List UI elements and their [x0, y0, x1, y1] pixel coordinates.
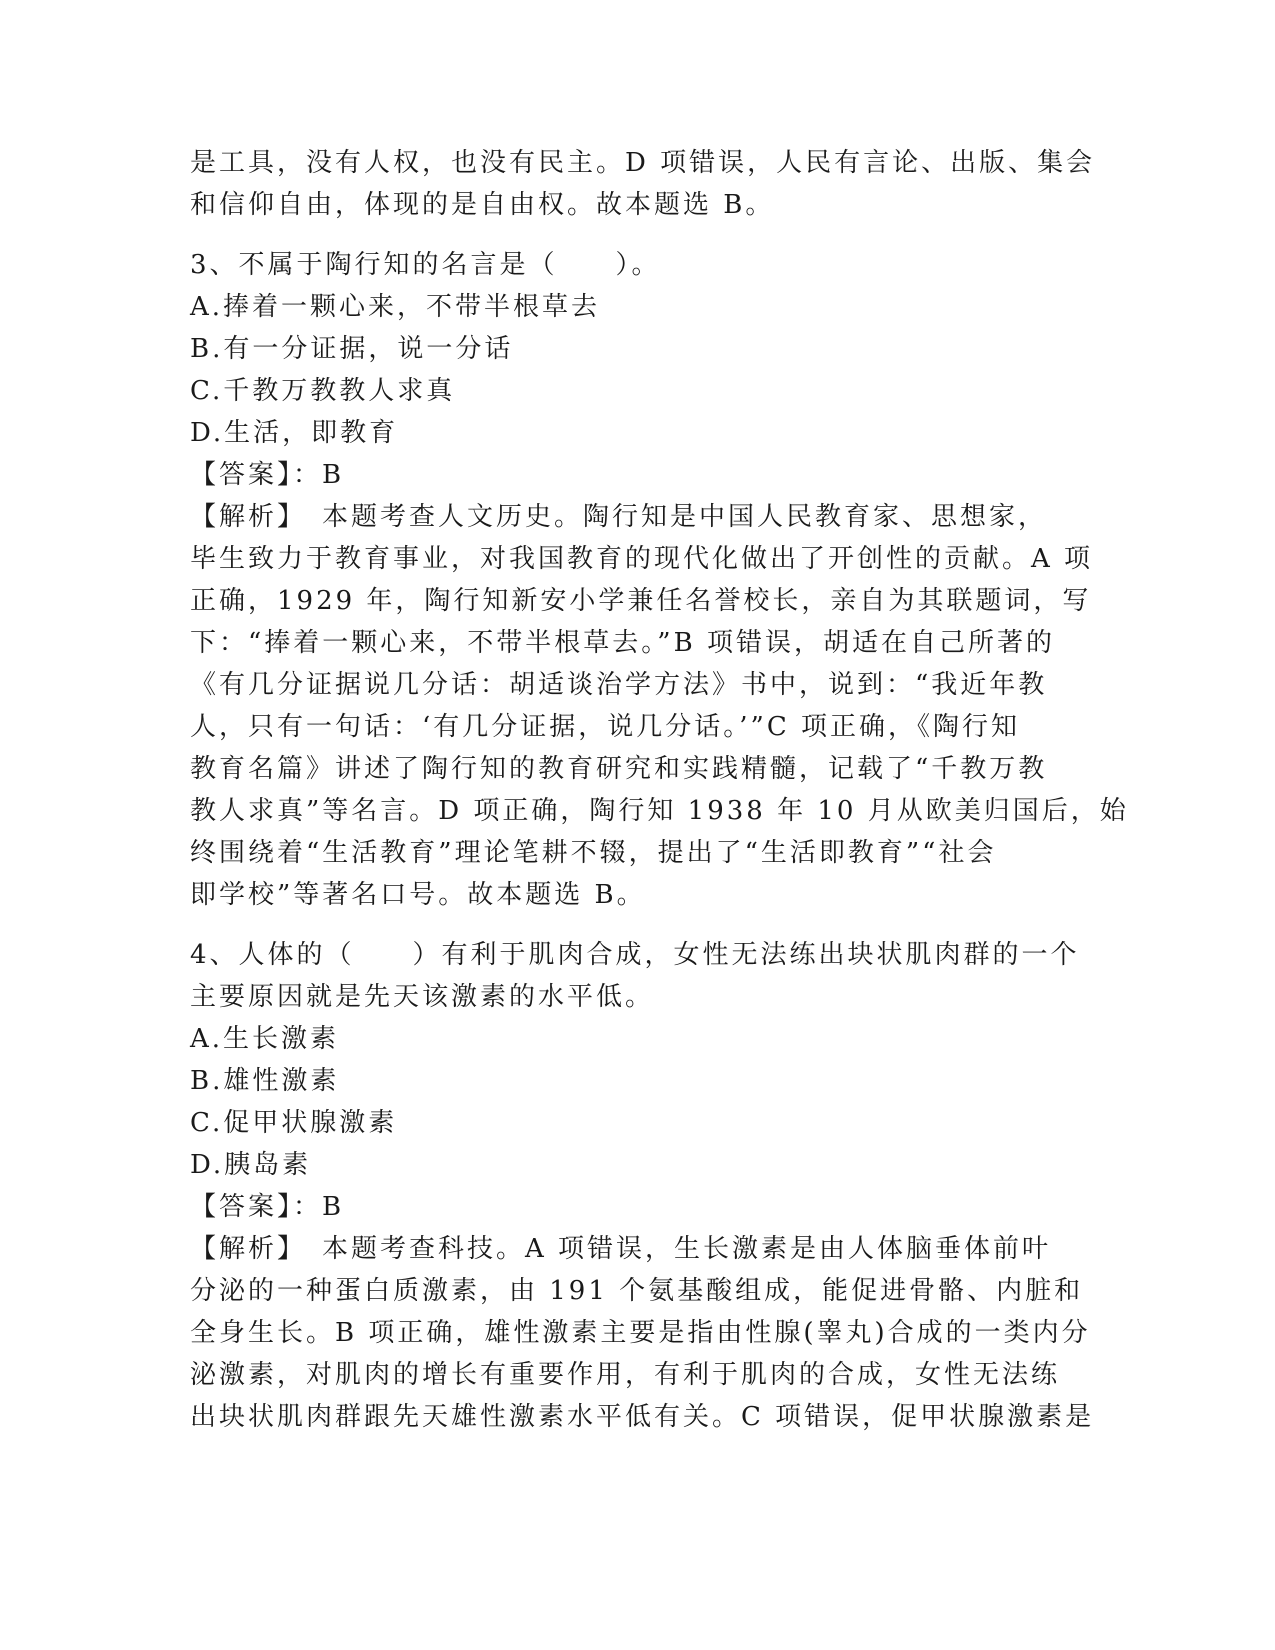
analysis-line: 全身生长。B 项正确，雄性激素主要是指由性腺(睾丸)合成的一类内分 [190, 1318, 1091, 1348]
analysis-line: 出块状肌肉群跟先天雄性激素水平低有关。C 项错误，促甲状腺激素是 [190, 1402, 1095, 1432]
analysis-line: 终围绕着“生活教育”理论笔耕不辍，提出了“生活即教育”“社会 [190, 838, 997, 868]
analysis-line: 即学校”等著名口号。故本题选 B。 [190, 880, 646, 910]
option-a: A.捧着一颗心来，不带半根草去 [190, 292, 601, 322]
question-stem: 4、人体的（ ）有利于肌肉合成，女性无法练出块状肌肉群的一个 [190, 940, 1080, 970]
option-c: C.千教万教教人求真 [190, 376, 456, 406]
option-d: D.胰岛素 [190, 1150, 312, 1180]
analysis-line: 下：“捧着一颗心来，不带半根草去。”B 项错误，胡适在自己所著的 [190, 628, 1055, 658]
analysis-line: 毕生致力于教育事业，对我国教育的现代化做出了开创性的贡献。A 项 [190, 544, 1094, 574]
option-c: C.促甲状腺激素 [190, 1108, 398, 1138]
option-b: B.雄性激素 [190, 1066, 340, 1096]
text-line: 和信仰自由，体现的是自由权。故本题选 B。 [190, 190, 775, 220]
option-b: B.有一分证据，说一分话 [190, 334, 514, 364]
analysis-line: 正确，1929 年，陶行知新安小学兼任名誉校长，亲自为其联题词，写 [190, 586, 1092, 616]
answer-line: 【答案】：B [190, 460, 345, 490]
option-a: A.生长激素 [190, 1024, 340, 1054]
answer-line: 【答案】：B [190, 1192, 345, 1222]
analysis-line: 《有几分证据说几分话：胡适谈治学方法》书中，说到：“我近年教 [190, 670, 1048, 700]
text-line: 是工具，没有人权，也没有民主。D 项错误，人民有言论、出版、集会 [190, 148, 1096, 178]
analysis-line: 泌激素，对肌肉的增长有重要作用，有利于肌肉的合成，女性无法练 [190, 1360, 1061, 1390]
analysis-line: 【解析】 本题考查科技。A 项错误，生长激素是由人体脑垂体前叶 [190, 1234, 1052, 1264]
option-d: D.生活，即教育 [190, 418, 399, 448]
analysis-line: 教人求真”等名言。D 项正确，陶行知 1938 年 10 月从欧美归国后，始 [190, 796, 1129, 826]
question-stem: 3、不属于陶行知的名言是（ ）。 [190, 250, 661, 280]
analysis-line: 人，只有一句话：‘有几分证据，说几分话。’”C 项正确，《陶行知 [190, 712, 1020, 742]
analysis-line: 【解析】 本题考查人文历史。陶行知是中国人民教育家、思想家， [190, 502, 1048, 532]
analysis-line: 教育名篇》讲述了陶行知的教育研究和实践精髓，记载了“千教万教 [190, 754, 1048, 784]
analysis-line: 分泌的一种蛋白质激素，由 191 个氨基酸组成，能促进骨骼、内脏和 [190, 1276, 1084, 1306]
question-stem: 主要原因就是先天该激素的水平低。 [190, 982, 655, 1012]
